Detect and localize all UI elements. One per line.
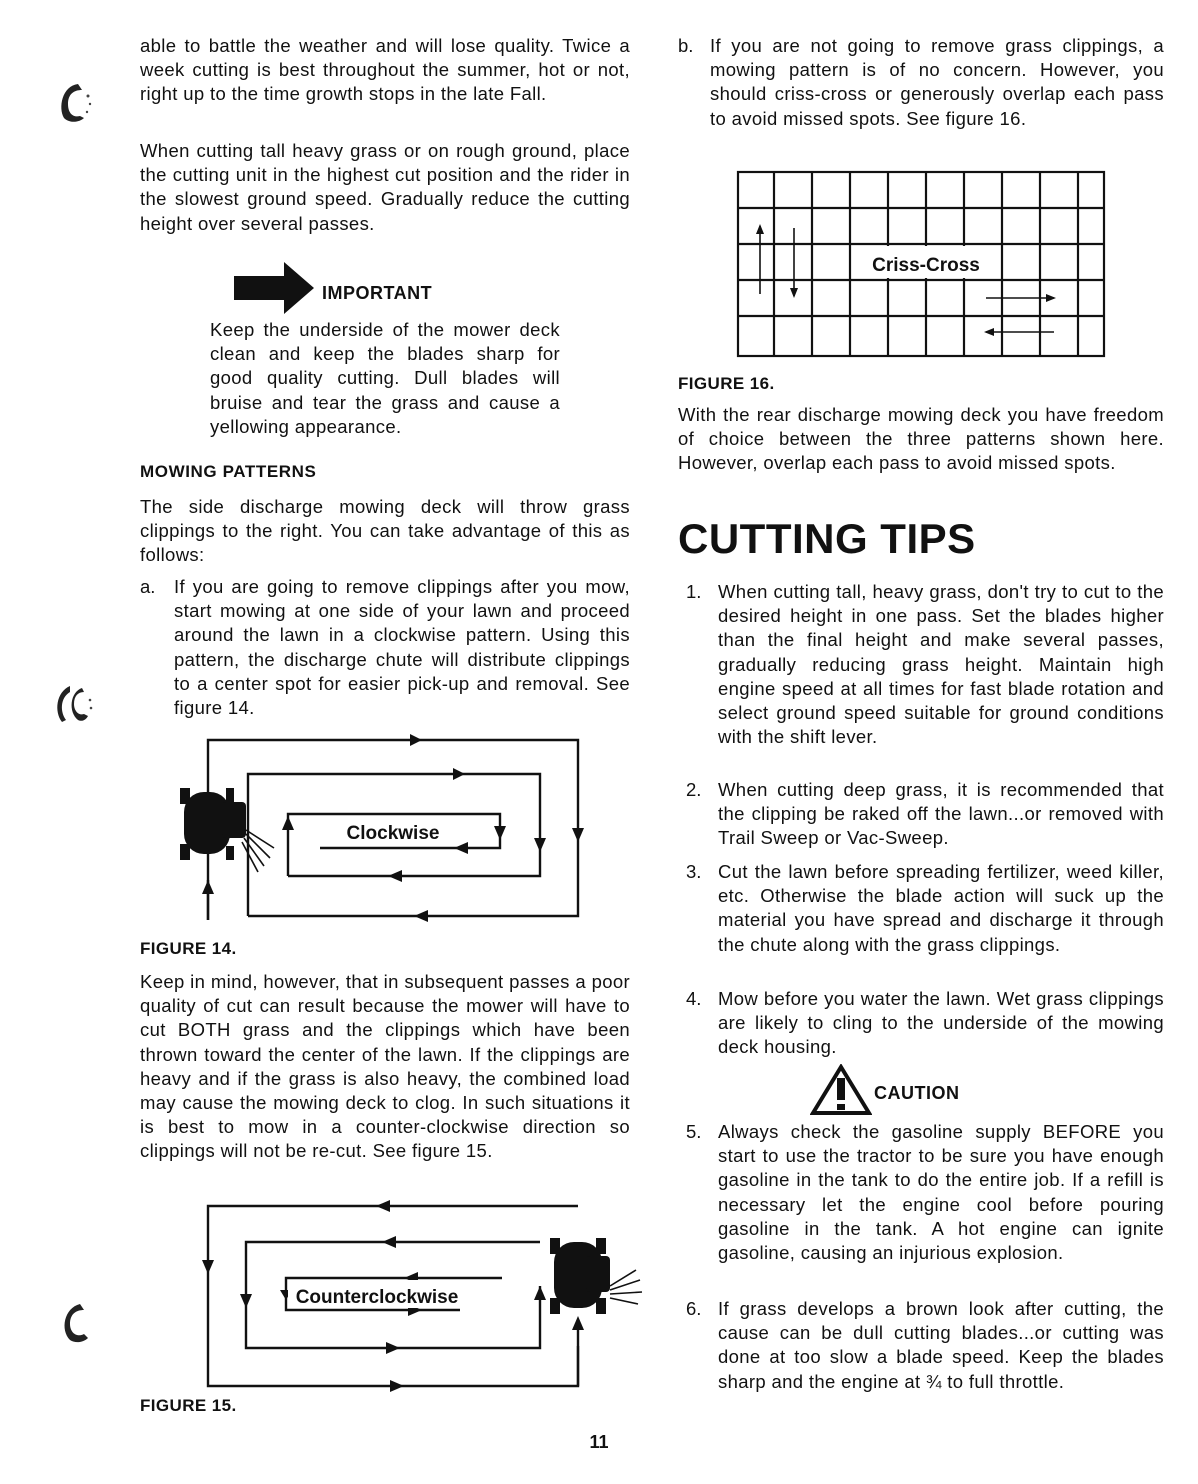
figure-15-caption: FIGURE 15. xyxy=(140,1396,237,1415)
list-item-b-label: b. xyxy=(678,35,694,56)
tip-6-text: If grass develops a brown look after cutting, the cause can be dull cutting blades...or cutting was done at too slow a blade speed. Keep the blades sharp and the engine at ¾ to full throttle. xyxy=(718,1298,1164,1392)
figure-16-caption: FIGURE 16. xyxy=(678,374,775,393)
important-label: IMPORTANT xyxy=(322,283,433,303)
tip-1-number: 1. xyxy=(686,581,702,602)
binder-hole-mark-icon xyxy=(50,1298,100,1348)
tip-5-text: Always check the gasoline supply BEFORE you start to use the tractor to be sure you have enough gasoline in the tank to do the entire job. If a refill is necessary let the engine cool before pouring gasoline in the tank. A hot engine can ignite gasoline, causing an injurious explosion. xyxy=(718,1121,1164,1264)
paragraph-subsequent-passes: Keep in mind, however, that in subsequent passes a poor quality of cut can result because the mower will have to cut BOTH grass and the clippings which have been thrown toward the center of the lawn. If the clippings are heavy and if the grass is also heavy, the combined load may cause the mowing deck to clog. In such situations it is best to mow in a counter-clockwise direction so clippings will not be re-cut. See figure 15. xyxy=(140,971,630,1162)
paragraph-weather: able to battle the weather and will lose quality. Twice a week cutting is best throughout the summer, hot or not, right up to the time growth stops in the late Fall. xyxy=(140,35,630,105)
tip-4-number: 4. xyxy=(686,988,702,1009)
tip-6 xyxy=(686,1297,1164,1421)
tip-5-number: 5. xyxy=(686,1121,702,1142)
tip-2 xyxy=(686,778,1164,858)
caution-label: CAUTION xyxy=(874,1083,960,1103)
tip-3-text: Cut the lawn before spreading fertilizer, weed killer, etc. Otherwise the blade action will suck up the material you have spread and discharge it through the chute along with the grass clippings. xyxy=(718,861,1164,955)
list-item-b xyxy=(678,34,1164,164)
tip-4 xyxy=(686,987,1164,1063)
tip-4-text: Mow before you water the lawn. Wet grass clippings are likely to cling to the underside of the mowing deck housing. xyxy=(718,988,1164,1058)
tip-3 xyxy=(686,860,1164,984)
tip-3-number: 3. xyxy=(686,861,702,882)
list-item-a-text: If you are going to remove clippings after you mow, start mowing at one side of your lawn and proceed around the lawn in a clockwise pattern. Using this pattern, the discharge chute will distribute clippings to a center spot for easier pick-up and removal. See figure 14. xyxy=(174,576,630,719)
paragraph-rear-discharge: With the rear discharge mowing deck you have freedom of choice between the three patterns shown here. However, overlap each pass to avoid missed spots. xyxy=(678,404,1164,474)
page-number: 11 xyxy=(589,1432,609,1452)
figure-15-label: Counterclockwise xyxy=(295,1287,459,1308)
paragraph-tall-grass: When cutting tall heavy grass or on rough ground, place the cutting unit in the highest cut position and the rider in the slowest ground speed. Gradually reduce the cutting height over several passes. xyxy=(140,140,630,234)
figure-16-criss-cross-diagram xyxy=(736,170,1108,360)
important-text: Keep the underside of the mower deck clean and keep the blades sharp for good quality cutting. Dull blades will bruise and tear the grass and cause a yellowing appearance. xyxy=(210,319,560,437)
binder-hole-mark-icon xyxy=(48,680,98,730)
list-item-a-label: a. xyxy=(140,576,156,597)
tip-2-text: When cutting deep grass, it is recommended that the clipping be raked off the lawn...or removed with Trail Sweep or Vac-Sweep. xyxy=(718,779,1164,849)
caution-notice xyxy=(810,1064,1010,1118)
list-item-b-text: If you are not going to remove grass clippings, a mowing pattern is of no concern. However, you should criss-cross or generously overlap each pass to avoid missed spots. See figure 16. xyxy=(710,35,1164,129)
important-notice xyxy=(234,262,594,322)
tip-2-number: 2. xyxy=(686,779,702,800)
tip-1 xyxy=(686,580,1164,770)
cutting-tips-title: CUTTING TIPS xyxy=(678,515,976,562)
figure-14-caption: FIGURE 14. xyxy=(140,939,237,958)
warning-triangle-icon xyxy=(810,1064,872,1116)
tip-6-number: 6. xyxy=(686,1298,702,1319)
figure-15-counterclockwise-diagram xyxy=(190,1200,660,1396)
binder-hole-mark-icon xyxy=(50,78,100,128)
paragraph-side-discharge: The side discharge mowing deck will throw grass clippings to the right. You can take advantage of this as follows: xyxy=(140,496,630,566)
tip-1-text: When cutting tall, heavy grass, don't try to cut to the desired height in one pass. Set the blades higher than the final height and make several passes, gradually reducing grass height. Maintain high engine speed at all times for fast blade rotation and select ground speed suitable for ground conditions with the shift lever. xyxy=(718,581,1164,748)
figure-14-label: Clockwise xyxy=(346,823,440,844)
list-item-a xyxy=(140,575,630,725)
tip-5 xyxy=(686,1120,1164,1290)
figure-16-label: Criss-Cross xyxy=(872,255,980,276)
figure-14-clockwise-diagram xyxy=(170,730,590,930)
arrow-right-icon xyxy=(234,262,316,314)
mowing-patterns-heading: MOWING PATTERNS xyxy=(140,462,317,481)
